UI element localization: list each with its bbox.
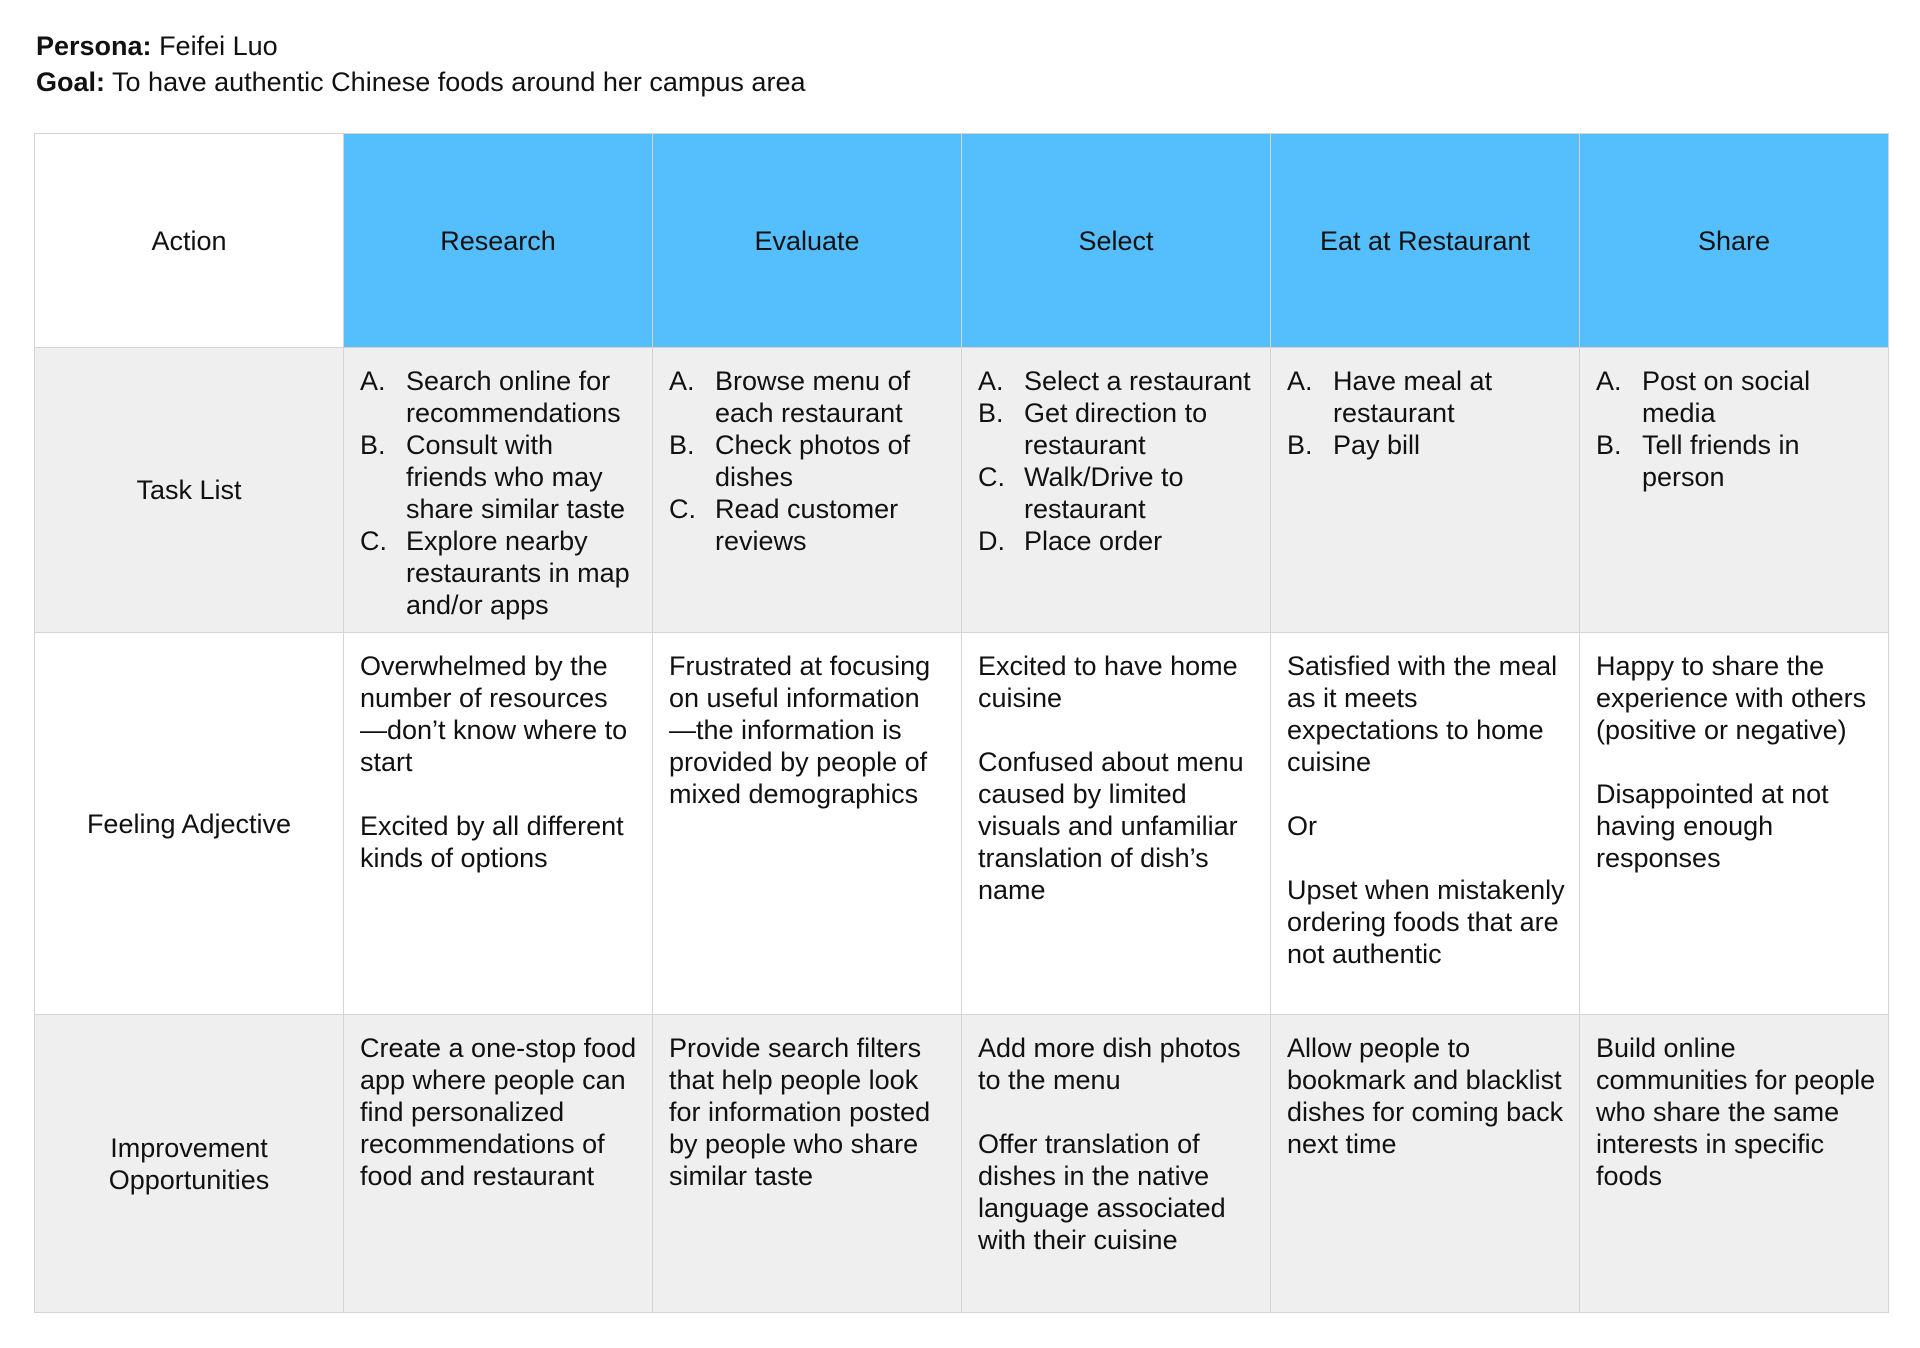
task-text: Place order [1024,526,1163,556]
task-text: Get direction to restaurant [1024,398,1208,460]
task-list [1596,365,1876,493]
feeling-text: Excited to have home cuisine Confused about menu caused by limited visuals and unfamiliar translation of dish’s name [978,651,1244,905]
persona-line [36,28,805,64]
task-cell-share [1580,348,1889,633]
task-cell-research [344,348,653,633]
improvement-row [35,1015,1889,1313]
improvement-label-line2: Opportunities [108,1164,270,1195]
stage-header-research: Research [344,134,653,348]
feeling-text: Overwhelmed by the number of resources —don’t know where to start Excited by all different kinds of options [360,651,628,873]
feeling-cell-evaluate [653,633,962,1015]
task-marker: C. [669,494,696,524]
feeling-text: Frustrated at focusing on useful information —the information is provided by people of mixed demographics [669,651,938,809]
improvement-cell-select [962,1015,1271,1313]
task-list-label: Task List [35,348,344,633]
improvement-text: Add more dish photos to the menu Offer translation of dishes in the native language associated with their cuisine [978,1033,1241,1255]
task-list [360,365,640,621]
goal-line [36,64,805,100]
task-item [669,493,949,557]
task-item [978,397,1258,461]
task-text: Select a restaurant [1024,366,1251,396]
stage-header-eat: Eat at Restaurant [1271,134,1580,348]
improvement-text: Allow people to bookmark and blacklist dishes for coming back next time [1287,1033,1571,1159]
feeling-cell-research [344,633,653,1015]
persona-header [36,28,805,100]
feeling-cell-eat [1271,633,1580,1015]
feeling-cell-select [962,633,1271,1015]
task-text: Browse menu of each restaurant [715,366,911,428]
task-marker: B. [360,430,386,460]
task-text: Search online for recommendations [406,366,621,428]
task-marker: D. [978,526,1005,556]
improvement-cell-eat [1271,1015,1580,1313]
task-marker: B. [978,398,1004,428]
task-text: Explore nearby restaurants in map and/or apps [406,526,630,620]
task-text: Have meal at restaurant [1333,366,1493,428]
persona-label: Persona: [36,31,152,61]
task-text: Consult with friends who may share similar taste [406,430,626,524]
task-item [978,461,1258,525]
improvement-cell-share [1580,1015,1889,1313]
task-item [669,365,949,429]
feeling-label: Feeling Adjective [35,633,344,1015]
task-cell-eat [1271,348,1580,633]
task-list [978,365,1258,557]
feeling-text: Happy to share the experience with others (positive or negative) Disappointed at not having enough responses [1596,651,1867,873]
task-item [1287,365,1567,429]
stage-header-select: Select [962,134,1271,348]
feeling-text: Satisfied with the meal as it meets expectations to home cuisine Or Upset when mistakenly ordering foods that are not authentic [1287,651,1565,969]
task-text: Check photos of dishes [715,430,911,492]
improvement-text: Create a one-stop food app where people can find personalized recommendations of food and restaurant [360,1033,644,1191]
task-list-row [35,348,1889,633]
goal-value: To have authentic Chinese foods around her campus area [112,67,806,97]
improvement-label [35,1015,344,1313]
improvement-cell-evaluate [653,1015,962,1313]
task-cell-evaluate [653,348,962,633]
task-marker: A. [978,366,1004,396]
task-item [360,429,640,525]
goal-label: Goal: [36,67,106,97]
task-text: Pay bill [1333,430,1421,460]
task-marker: A. [1287,366,1313,396]
action-header-cell: Action [35,134,344,348]
task-item [1596,365,1876,429]
task-text: Walk/Drive to restaurant [1024,462,1184,524]
task-marker: C. [360,526,387,556]
improvement-cell-research [344,1015,653,1313]
feeling-row [35,633,1889,1015]
task-text: Read customer reviews [715,494,899,556]
task-list [1287,365,1567,461]
task-marker: A. [669,366,695,396]
task-item [1596,429,1876,493]
improvement-label-line1: Improvement [110,1132,268,1163]
feeling-cell-share [1580,633,1889,1015]
task-marker: C. [978,462,1005,492]
persona-value: Feifei Luo [159,31,278,61]
task-marker: A. [360,366,386,396]
task-item [978,365,1258,397]
task-marker: B. [1287,430,1313,460]
stage-header-share: Share [1580,134,1889,348]
stage-header-evaluate: Evaluate [653,134,962,348]
improvement-text: Provide search filters that help people look for information posted by people who share similar taste [669,1033,938,1191]
task-item [669,429,949,493]
task-text: Tell friends in person [1642,430,1800,492]
task-item [1287,429,1567,461]
task-cell-select [962,348,1271,633]
task-marker: B. [669,430,695,460]
stage-header-row [35,134,1889,348]
task-marker: A. [1596,366,1622,396]
journey-map-table [34,133,1889,1313]
task-item [978,525,1258,557]
task-text: Post on social media [1642,366,1811,428]
improvement-text: Build online communities for people who share the same interests in specific foods [1596,1033,1883,1191]
task-item [360,525,640,621]
task-list [669,365,949,557]
task-marker: B. [1596,430,1622,460]
task-item [360,365,640,429]
